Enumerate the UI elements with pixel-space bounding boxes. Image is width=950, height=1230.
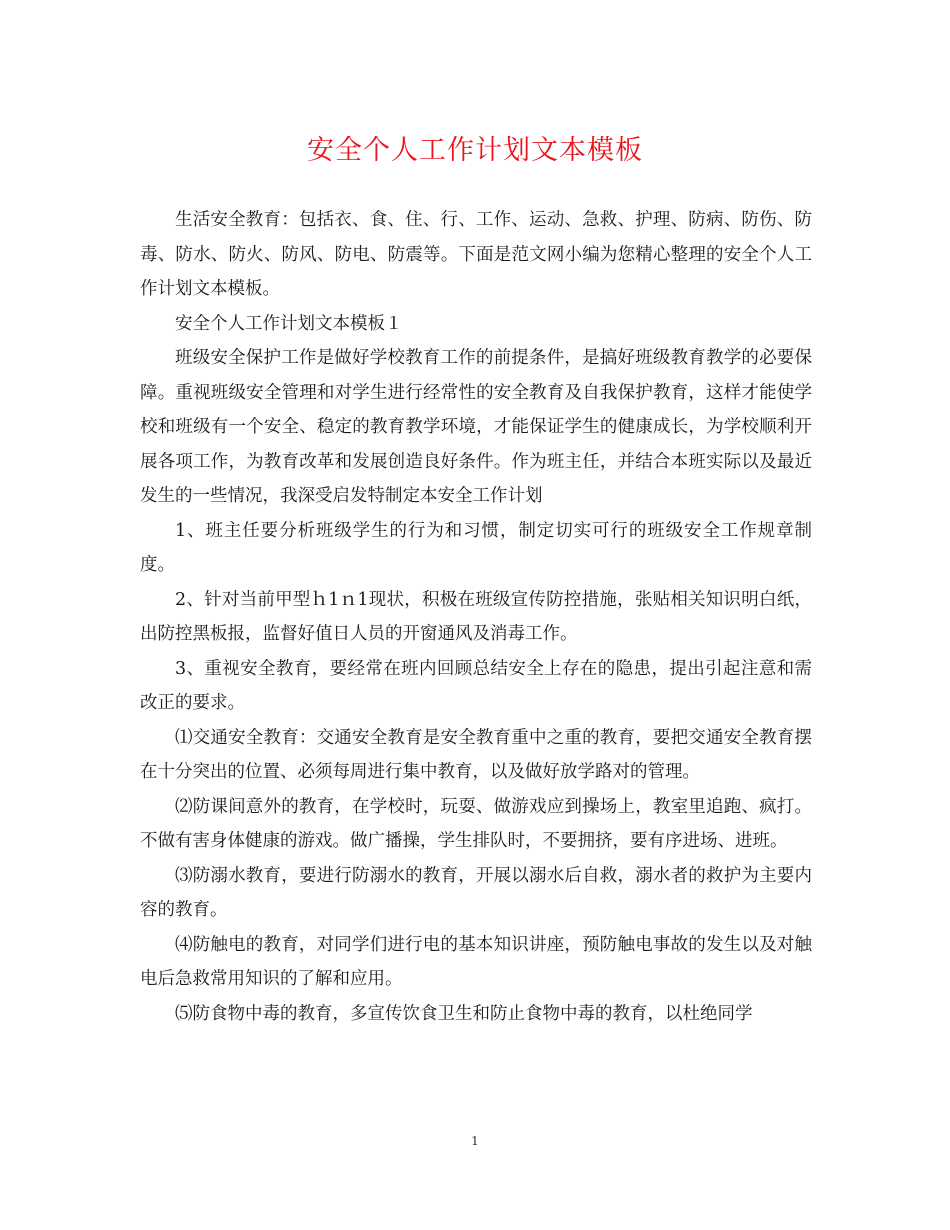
document-title: 安全个人工作计划文本模板 xyxy=(307,135,643,166)
paragraph-intro: 生活安全教育：包括衣、食、住、行、工作、运动、急救、护理、防病、防伤、防毒、防水、防火、防风、防电、防震等。下面是范文网小编为您精心整理的安全个人工作计划文本模板。 xyxy=(140,210,812,299)
paragraph-class-safety: 班级安全保护工作是做好学校教育工作的前提条件，是搞好班级教育教学的必要保障。重视班级安全管理和对学生进行经常性的安全教育及自我保护教育，这样才能使学校和班级有一个安全、稳定的教育教学环境，才能保证学生的健康成长，为学校顺利开展各项工作，为教育改革和发展创造良好条件。作为班主任，并结合本班实际以及最近发生的一些情况，我深受启发特制定本安全工作计划 xyxy=(140,348,812,506)
paragraph-sub-2-recess: ⑵防课间意外的教育，在学校时，玩耍、做游戏应到操场上，教室里追跑、疯打。不做有害身体健康的游戏。做广播操，学生排队时，不要拥挤，要有序进场、进班。 xyxy=(140,796,812,851)
page-number: 1 xyxy=(471,1134,479,1148)
paragraph-sub-1-traffic: ⑴交通安全教育：交通安全教育是安全教育重中之重的教育，要把交通安全教育摆在十分突出的位置、必须每周进行集中教育，以及做好放学路对的管理。 xyxy=(140,727,812,782)
paragraph-sub-5-food: ⑸防食物中毒的教育，多宣传饮食卫生和防止食物中毒的教育，以杜绝同学 xyxy=(175,1003,753,1024)
paragraph-item-3: 3、重视安全教育，要经常在班内回顾总结安全上存在的隐患，提出引起注意和需改正的要求。 xyxy=(140,658,812,713)
paragraph-item-2: 2、针对当前甲型ｈ1ｎ1现状，积极在班级宣传防控措施，张贴相关知识明白纸，出防控黑板报，监督好值日人员的开窗通风及消毒工作。 xyxy=(140,589,812,644)
paragraph-sub-4-electric: ⑷防触电的教育，对同学们进行电的基本知识讲座，预防触电事故的发生以及对触电后急救常用知识的了解和应用。 xyxy=(140,934,812,989)
paragraph-section-heading: 安全个人工作计划文本模板１ xyxy=(175,313,403,334)
paragraph-item-1: 1、班主任要分析班级学生的行为和习惯，制定切实可行的班级安全工作规章制度。 xyxy=(140,520,812,575)
document-body xyxy=(140,203,812,1031)
paragraph-sub-3-drowning: ⑶防溺水教育，要进行防溺水的教育，开展以溺水后自救，溺水者的救护为主要内容的教育。 xyxy=(140,865,812,920)
